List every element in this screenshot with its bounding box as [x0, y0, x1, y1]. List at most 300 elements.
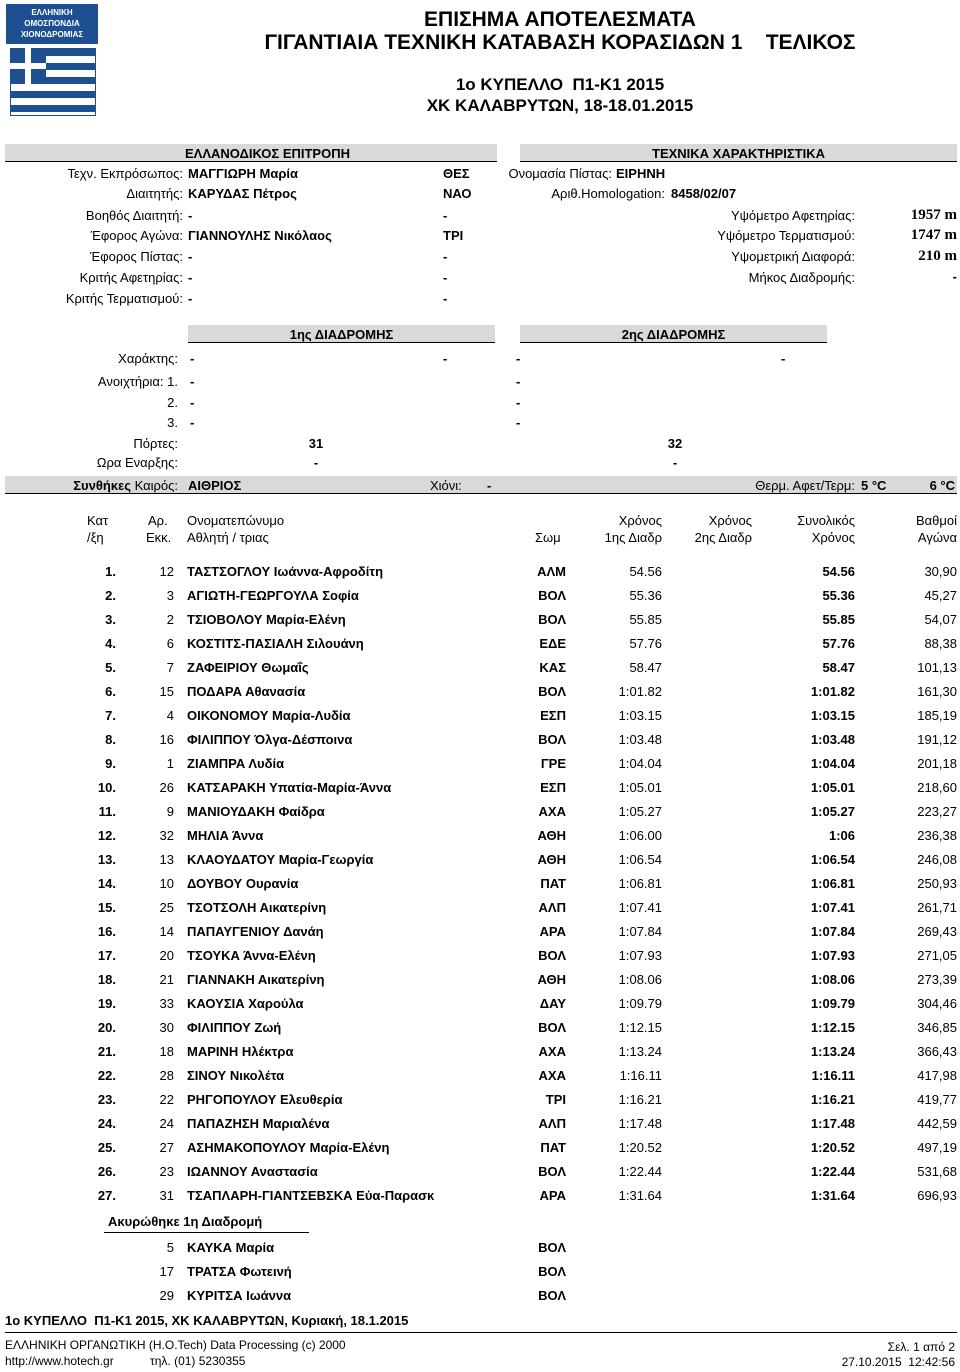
rank: 5.: [105, 660, 116, 675]
jury-name: -: [188, 208, 193, 223]
setter-run1-name: -: [190, 351, 195, 366]
bib: 12: [159, 564, 174, 579]
tech-label: Υψόμετρο Αφετηρίας:: [730, 208, 855, 223]
bib: 25: [159, 900, 174, 915]
footer-url[interactable]: http://www.hotech.gr: [5, 1354, 114, 1368]
rank: 17.: [97, 948, 116, 963]
jury-label: Τεχν. Εκπρόσωπος:: [67, 166, 183, 181]
col-points: Βαθμοί: [915, 513, 957, 528]
athlete-name: ΡΗΓΟΠΟΥΛΟΥ Ελευθερία: [187, 1092, 343, 1107]
run1-time: 1:13.24: [618, 1044, 662, 1059]
club: ΒΟΛ: [538, 948, 566, 963]
total-time: 55.36: [822, 588, 855, 603]
club: ΕΔΕ: [539, 636, 566, 651]
jury-name: -: [188, 291, 193, 306]
athlete-name: ΚΟΣΤΙΤΣ-ΠΑΣΙΑΛΗ Σιλουάνη: [187, 636, 364, 651]
jury-label: Βοηθός Διαιτητή:: [85, 208, 183, 223]
course-label: Ονομασία Πίστας:: [508, 166, 612, 181]
bib: 18: [159, 1044, 174, 1059]
athlete-name: ΚΛΑΟΥΔΑΤΟΥ Μαρία-Γεωργία: [187, 852, 374, 867]
forerunner-run2: -: [516, 415, 521, 430]
rank: 18.: [97, 972, 116, 987]
total-time: 1:04.04: [810, 756, 855, 771]
points: 531,68: [917, 1164, 957, 1179]
rank: 7.: [105, 708, 116, 723]
tech-value: 1747 m: [910, 227, 957, 243]
rank: 4.: [105, 636, 116, 651]
run1-time: 1:03.15: [618, 708, 662, 723]
athlete-name: ΔΟΥΒΟΥ Ουρανία: [187, 876, 299, 891]
setter-run2-club: -: [781, 351, 786, 366]
bib: 28: [159, 1068, 174, 1083]
run1-time: 1:20.52: [618, 1140, 662, 1155]
jury-label: Έφορος Πίστας:: [90, 249, 183, 264]
bib: 6: [166, 636, 174, 651]
logo-text-box: [6, 4, 98, 44]
athlete-name: ΤΡΑΤΣΑ Φωτεινή: [187, 1264, 292, 1279]
rank: 13.: [97, 852, 116, 867]
club: ΔΑΥ: [539, 996, 566, 1011]
jury-club: -: [443, 291, 448, 306]
divider: [5, 161, 497, 162]
forerunner-run1: -: [190, 374, 195, 389]
athlete-name: ΚΑΥΚΑ Μαρία: [187, 1240, 275, 1255]
club: ΑΡΑ: [539, 1188, 566, 1203]
bib: 24: [159, 1116, 174, 1131]
athlete-name: ΟΙΚΟΝΟΜΟΥ Μαρία-Λυδία: [187, 708, 351, 723]
run1-time: 1:06.54: [618, 852, 662, 867]
table-row: [0, 776, 960, 800]
jury-name: ΚΑΡΥΔΑΣ Πέτρος: [188, 186, 297, 201]
table-row: [0, 992, 960, 1016]
points: 161,30: [917, 684, 957, 699]
run1-time: 1:17.48: [618, 1116, 662, 1131]
athlete-name: ΠΑΠΑΖΗΣΗ Μαριαλένα: [187, 1116, 330, 1131]
total-time: 54.56: [822, 564, 855, 579]
total-time: 1:20.52: [810, 1140, 855, 1155]
total-time: 1:31.64: [810, 1188, 855, 1203]
club: ΑΧΑ: [538, 1068, 566, 1083]
athlete-name: ΚΑΤΣΑΡΑΚΗ Υπατία-Μαρία-Άννα: [187, 780, 392, 795]
club: ΒΟΛ: [538, 1288, 566, 1303]
athlete-name: ΤΣΟΤΣΟΛΗ Αικατερίνη: [187, 900, 327, 915]
rank: 9.: [105, 756, 116, 771]
snow-label: Χιόνι:: [430, 478, 462, 493]
bib: 22: [159, 1092, 174, 1107]
run1-time: 1:05.01: [618, 780, 662, 795]
table-row: [0, 824, 960, 848]
total-time: 1:08.06: [810, 972, 855, 987]
table-row: [0, 872, 960, 896]
club: ΒΟΛ: [538, 684, 566, 699]
footer-event: 1ο ΚΥΠΕΛΛΟ Π1-Κ1 2015, ΧΚ ΚΑΛΑΒΡΥΤΩΝ, Κυριακή, 18.1.2015: [5, 1313, 409, 1328]
bib: 14: [159, 924, 174, 939]
col-rank-2: /ξη: [87, 530, 104, 545]
points: 223,27: [917, 804, 957, 819]
table-row: [0, 920, 960, 944]
logo-line: ΧΙΟΝΟΔΡΟΜΙΑΣ: [20, 30, 84, 39]
start-time-label: Ωρα Εναρξης:: [96, 455, 178, 470]
run1-time: 1:01.82: [618, 684, 662, 699]
jury-label: Κριτής Αφετηρίας:: [79, 270, 183, 285]
points: 250,93: [917, 876, 957, 891]
rank: 2.: [105, 588, 116, 603]
bib: 21: [159, 972, 174, 987]
club: ΚΑΣ: [539, 660, 566, 675]
bib: 26: [159, 780, 174, 795]
jury-name: ΜΑΓΓΙΩΡΗ Μαρία: [188, 166, 299, 181]
points: 271,05: [917, 948, 957, 963]
tech-value: 210 m: [918, 248, 957, 264]
col-run1: Χρόνος: [618, 513, 662, 528]
athlete-name: ΑΓΙΩΤΗ-ΓΕΩΡΓΟΥΛΑ Σοφία: [187, 588, 359, 603]
forerunner-run1: -: [190, 415, 195, 430]
logo-line: ΕΛΛΗΝΙΚΗ: [31, 8, 73, 17]
col-bib: Αρ.: [148, 513, 168, 528]
jury-club: -: [443, 270, 448, 285]
points: 45,27: [924, 588, 957, 603]
table-row: [0, 656, 960, 680]
rank: 14.: [97, 876, 116, 891]
print-timestamp: 27.10.2015 12:42:56: [841, 1355, 955, 1369]
jury-club: -: [443, 249, 448, 264]
run1-time: 1:09.79: [618, 996, 662, 1011]
jury-club: ΝΑΟ: [443, 186, 472, 201]
rank: 11.: [98, 804, 116, 819]
club: ΑΘΗ: [537, 972, 566, 987]
club: ΒΟΛ: [538, 1020, 566, 1035]
athlete-name: ΖΑΦΕΙΡΙΟΥ Θωμαΐς: [187, 660, 309, 675]
rank: 3.: [105, 612, 116, 627]
table-row: [0, 1184, 960, 1208]
total-time: 1:06: [828, 828, 855, 843]
athlete-name: ΚΥΡΙΤΣΑ Ιωάννα: [187, 1288, 292, 1303]
forerunner-number: 3.: [167, 415, 178, 430]
rank: 27.: [97, 1188, 116, 1203]
run1-heading: 1ης ΔΙΑΔΡΟΜΗΣ: [289, 327, 394, 342]
tech-label: Υψόμετρο Τερματισμού:: [717, 228, 855, 243]
points: 54,07: [924, 612, 957, 627]
club: ΑΛΠ: [538, 900, 566, 915]
club: ΓΡΕ: [540, 756, 566, 771]
club: ΑΡΑ: [539, 924, 566, 939]
jury-name: ΓΙΑΝΝΟΥΛΗΣ Νικόλαος: [188, 228, 332, 243]
points: 696,93: [917, 1188, 957, 1203]
jury-club: ΘΕΣ: [443, 166, 470, 181]
weather-label-bold: Συνθήκες: [73, 478, 131, 493]
run1-time: 1:06.81: [618, 876, 662, 891]
table-row: [0, 560, 960, 584]
race-venue: ΧΚ ΚΑΛΑΒΡΥΤΩΝ, 18-18.01.2015: [426, 96, 694, 115]
rank: 24.: [97, 1116, 116, 1131]
table-row: [0, 968, 960, 992]
bib: 13: [159, 852, 174, 867]
club: ΠΑΤ: [540, 1140, 566, 1155]
points: 346,85: [917, 1020, 957, 1035]
bib: 7: [166, 660, 174, 675]
club: ΠΑΤ: [540, 876, 566, 891]
run1-time: 54.56: [629, 564, 662, 579]
rank: 15.: [97, 900, 116, 915]
athlete-name: ΖΙΑΜΠΡΑ Λυδία: [187, 756, 285, 771]
col-run2-2: 2ης Διαδρ: [694, 530, 752, 545]
bib: 29: [159, 1288, 174, 1303]
points: 304,46: [917, 996, 957, 1011]
athlete-name: ΜΗΛΙΑ Άννα: [187, 828, 264, 843]
points: 261,71: [917, 900, 957, 915]
bib: 17: [159, 1264, 174, 1279]
snow-value: -: [487, 478, 492, 493]
rank: 8.: [105, 732, 116, 747]
setter-run1-club: -: [443, 351, 448, 366]
jury-label: Έφορος Αγώνα:: [90, 228, 183, 243]
run1-time: 1:12.15: [618, 1020, 662, 1035]
table-row: [0, 1064, 960, 1088]
points: 366,43: [917, 1044, 957, 1059]
athlete-name: ΤΣΑΠΛΑΡΗ-ΓΙΑΝΤΣΕΒΣΚΑ Εύα-Παρασκ: [187, 1188, 435, 1203]
setter-label: Χαράκτης:: [118, 351, 178, 366]
total-time: 1:07.84: [810, 924, 855, 939]
table-row: [0, 584, 960, 608]
table-row: [0, 1016, 960, 1040]
gates-label: Πόρτες:: [133, 436, 178, 451]
points: 273,39: [917, 972, 957, 987]
points: 419,77: [917, 1092, 957, 1107]
run1-time: 1:31.64: [618, 1188, 662, 1203]
run1-time: 1:07.84: [618, 924, 662, 939]
bib: 10: [159, 876, 174, 891]
total-time: 1:03.48: [810, 732, 855, 747]
athlete-name: ΦΙΛΙΠΠΟΥ Όλγα-Δέσποινα: [187, 732, 353, 747]
weather-label: [0, 478, 178, 493]
start-time-run2: -: [672, 455, 678, 470]
col-points-2: Αγώνα: [917, 530, 957, 545]
temperature-label: Θερμ. Αφετ/Τερμ:: [755, 478, 855, 493]
rank: 21.: [97, 1044, 116, 1059]
rank: 20.: [97, 1020, 116, 1035]
rank: 19.: [97, 996, 116, 1011]
run1-time: 1:16.11: [619, 1068, 662, 1083]
forerunners-label: Ανοιχτήρια: 1.: [97, 374, 178, 389]
gates-run1: 31: [308, 436, 324, 451]
rank: 12.: [97, 828, 116, 843]
bib: 2: [166, 612, 174, 627]
club: ΒΟΛ: [538, 1164, 566, 1179]
bib: 30: [159, 1020, 174, 1035]
total-time: 1:16.21: [810, 1092, 855, 1107]
club: ΤΡΙ: [545, 1092, 566, 1107]
forerunner-number: 2.: [167, 395, 178, 410]
event-title: ΓΙΓΑΝΤΙΑΙΑ ΤΕΧΝΙΚΗ ΚΑΤΑΒΑΣΗ ΚΟΡΑΣΙΔΩΝ 1 ΤΕΛΙΚΟΣ: [264, 31, 856, 54]
club: ΒΟΛ: [538, 732, 566, 747]
total-time: 55.85: [822, 612, 855, 627]
tech-value: 1957 m: [910, 207, 957, 223]
weather-label-rest: Καιρός:: [130, 478, 178, 493]
points: 201,18: [917, 756, 957, 771]
club: ΕΣΠ: [540, 780, 566, 795]
table-row: [0, 752, 960, 776]
run2-heading: 2ης ΔΙΑΔΡΟΜΗΣ: [621, 327, 726, 342]
table-row: [0, 704, 960, 728]
rank: 10.: [97, 780, 116, 795]
divider: [5, 493, 957, 494]
total-time: 57.76: [822, 636, 855, 651]
athlete-name: ΤΣΟΥΚΑ Άννα-Ελένη: [187, 948, 316, 963]
run1-time: 58.47: [629, 660, 662, 675]
table-row: [0, 1136, 960, 1160]
course-value: ΕΙΡΗΝΗ: [616, 166, 666, 181]
bib: 16: [159, 732, 174, 747]
club: ΑΛΜ: [537, 564, 566, 579]
footer-phone: τηλ. (01) 5230355: [150, 1354, 246, 1368]
table-row: [0, 728, 960, 752]
total-time: 1:12.15: [810, 1020, 855, 1035]
table-row: [0, 1112, 960, 1136]
col-rank: Κατ: [87, 513, 109, 528]
run1-time: 1:22.44: [618, 1164, 662, 1179]
jury-label: Διαιτητής:: [126, 186, 183, 201]
dsq-heading: Ακυρώθηκε 1η Διαδρομή: [108, 1214, 263, 1229]
col-run1-2: 1ης Διαδρ: [604, 530, 662, 545]
table-row: [0, 632, 960, 656]
list-item: [0, 1284, 960, 1308]
bib: 31: [159, 1188, 174, 1203]
gates-run2: 32: [667, 436, 683, 451]
points: 101,13: [917, 660, 957, 675]
table-row: [0, 1160, 960, 1184]
club: ΑΘΗ: [537, 828, 566, 843]
points: 497,19: [917, 1140, 957, 1155]
run1-time: 55.85: [629, 612, 662, 627]
athlete-name: ΓΙΑΝΝΑΚΗ Αικατερίνη: [187, 972, 325, 987]
athlete-name: ΜΑΡΙΝΗ Ηλέκτρα: [187, 1044, 294, 1059]
table-row: [0, 896, 960, 920]
points: 236,38: [917, 828, 957, 843]
race-name: 1ο ΚΥΠΕΛΛΟ Π1-Κ1 2015: [455, 75, 665, 94]
rank: 1.: [105, 564, 116, 579]
col-run2: Χρόνος: [708, 513, 752, 528]
total-time: 1:01.82: [810, 684, 855, 699]
jury-club: -: [443, 208, 448, 223]
athlete-name: ΠΟΔΑΡΑ Αθανασία: [187, 684, 306, 699]
total-time: 1:07.93: [810, 948, 855, 963]
jury-label: Κριτής Τερματισμού:: [65, 291, 183, 306]
rank: 26.: [97, 1164, 116, 1179]
athlete-name: ΦΙΛΙΠΠΟΥ Ζωή: [187, 1020, 282, 1035]
club: ΑΧΑ: [538, 1044, 566, 1059]
athlete-name: ΙΩΑΝΝΟΥ Αναστασία: [187, 1164, 318, 1179]
bib: 20: [159, 948, 174, 963]
forerunner-run2: -: [516, 374, 521, 389]
total-time: 58.47: [822, 660, 855, 675]
club: ΕΣΠ: [540, 708, 566, 723]
total-time: 1:13.24: [810, 1044, 855, 1059]
logo-line: ΟΜΟΣΠΟΝΔΙΑ: [24, 19, 80, 28]
forerunner-run2: -: [516, 395, 521, 410]
points: 88,38: [924, 636, 957, 651]
tech-label: Μήκος Διαδρομής:: [748, 270, 855, 285]
total-time: 1:06.54: [810, 852, 855, 867]
points: 442,59: [917, 1116, 957, 1131]
total-time: 1:09.79: [810, 996, 855, 1011]
bib: 33: [159, 996, 174, 1011]
jury-heading: ΕΛΛΑΝΟΔΙΚΟΣ ΕΠΙΤΡΟΠΗ: [185, 146, 350, 161]
page-number: Σελ. 1 από 2: [887, 1340, 955, 1354]
club: ΒΟΛ: [538, 1240, 566, 1255]
col-name: Ονοματεπώνυμο: [187, 513, 285, 528]
divider: [5, 1332, 957, 1333]
club: ΒΟΛ: [538, 1264, 566, 1279]
doc-title: ΕΠΙΣΗΜΑ ΑΠΟΤΕΛΕΣΜΑΤΑ: [424, 8, 696, 31]
table-row: [0, 848, 960, 872]
club: ΒΟΛ: [538, 612, 566, 627]
bib: 4: [166, 708, 174, 723]
run1-time: 1:06.00: [618, 828, 662, 843]
athlete-name: ΚΑΟΥΣΙΑ Χαρούλα: [187, 996, 304, 1011]
list-item: [0, 1260, 960, 1284]
col-total: Συνολικός: [797, 513, 855, 528]
table-row: [0, 800, 960, 824]
rank: 6.: [105, 684, 116, 699]
athlete-name: ΤΑΣΤΣΟΓΛΟΥ Ιωάννα-Αφροδίτη: [187, 564, 384, 579]
jury-name: -: [188, 249, 193, 264]
temperature-finish: 6 °C: [929, 478, 955, 493]
total-time: 1:03.15: [810, 708, 855, 723]
rank: 22.: [97, 1068, 116, 1083]
points: 185,19: [917, 708, 957, 723]
points: 269,43: [917, 924, 957, 939]
forerunner-run1: -: [190, 395, 195, 410]
homologation-value: 8458/02/07: [671, 186, 737, 201]
list-item: [0, 1236, 960, 1260]
club: ΒΟΛ: [538, 588, 566, 603]
col-bib-2: Εκκ.: [146, 530, 172, 545]
divider: [520, 161, 957, 162]
jury-club: ΤΡΙ: [443, 228, 464, 243]
rank: 23.: [97, 1092, 116, 1107]
jury-name: -: [188, 270, 193, 285]
club: ΑΘΗ: [537, 852, 566, 867]
bib: 27: [159, 1140, 174, 1155]
bib: 3: [166, 588, 174, 603]
total-time: 1:05.27: [810, 804, 855, 819]
table-row: [0, 1040, 960, 1064]
rank: 16.: [97, 924, 116, 939]
footer-org: ΕΛΛΗΝΙΚΗ ΟΡΓΑΝΩΤΙΚΗ (Η.Ο.Tech) Data Processing (c) 2000: [5, 1338, 346, 1352]
divider: [104, 1232, 309, 1233]
points: 218,60: [917, 780, 957, 795]
total-time: 1:16.11: [811, 1068, 855, 1083]
points: 417,98: [917, 1068, 957, 1083]
col-club: Σωμ: [535, 530, 561, 545]
start-time-run1: -: [313, 455, 319, 470]
total-time: 1:06.81: [810, 876, 855, 891]
run1-time: 1:07.41: [618, 900, 662, 915]
tech-value: -: [952, 269, 957, 284]
athlete-name: ΠΑΠΑΥΓΕΝΙΟΥ Δανάη: [187, 924, 324, 939]
tech-label: Υψομετρική Διαφορά:: [731, 249, 855, 264]
table-row: [0, 680, 960, 704]
divider: [188, 342, 495, 343]
run1-time: 1:03.48: [618, 732, 662, 747]
bib: 1: [166, 756, 174, 771]
club: ΑΧΑ: [538, 804, 566, 819]
setter-run2-name: -: [516, 351, 521, 366]
total-time: 1:17.48: [810, 1116, 855, 1131]
total-time: 1:22.44: [810, 1164, 855, 1179]
divider: [520, 342, 827, 343]
rank: 25.: [97, 1140, 116, 1155]
